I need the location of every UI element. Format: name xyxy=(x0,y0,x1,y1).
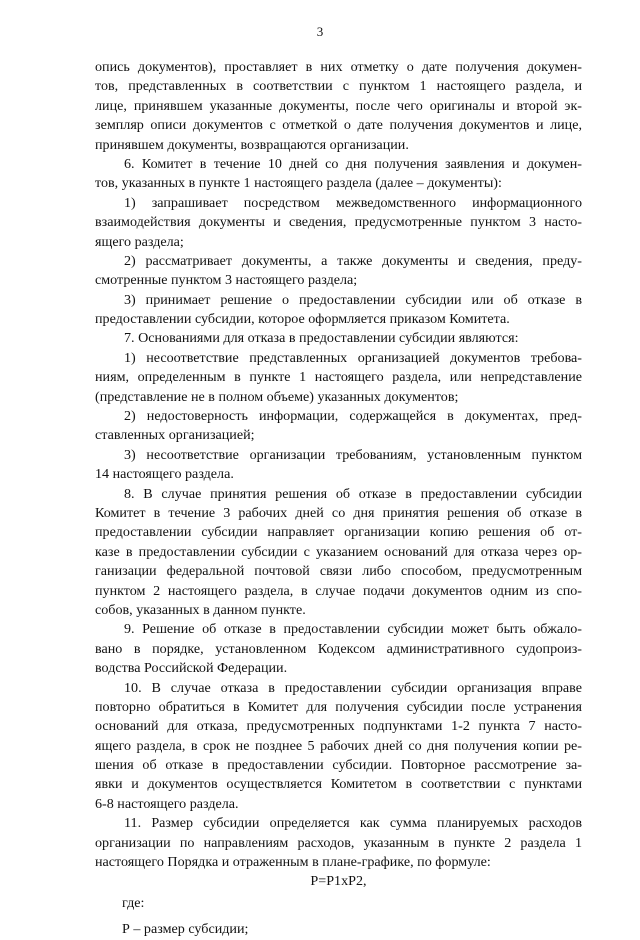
text-line: ставленных организацией; xyxy=(95,427,255,444)
item-7-1: 1) несоответствие представленных организацией документов требова- xyxy=(124,349,582,366)
text-line: 14 настоящего раздела. xyxy=(95,466,234,483)
paragraph-7-start: 7. Основаниями для отказа в предоставлении субсидии являются: xyxy=(124,330,519,347)
formula-definition: Р – размер субсидии; xyxy=(122,921,249,938)
text-line: повторно обратиться в Комитет для получения субсидии после устранения xyxy=(95,698,582,715)
item-7-3: 3) несоответствие организации требованиям, установленным пунктом xyxy=(124,446,582,463)
text-line: ниям, определенным в пункте 1 настоящего раздела, или непредставление xyxy=(95,369,582,386)
paragraph-8-start: 8. В случае принятия решения об отказе в предоставлении субсидии xyxy=(124,485,582,502)
text-line: предоставлении субсидии направляет организации копию решения об от- xyxy=(95,524,582,541)
text-line: ящего раздела; xyxy=(95,233,184,250)
text-line: оснований для отказа, предусмотренных подпунктами 1-2 пункта 7 насто- xyxy=(95,718,582,735)
page-number: 3 xyxy=(316,24,324,39)
text-line: пунктом 2 настоящего раздела, в случае подачи документов одним из спо- xyxy=(95,582,582,599)
text-line: настоящего Порядка и отраженным в плане-графике, по формуле: xyxy=(95,854,491,871)
item-7-2: 2) недостоверность информации, содержащейся в документах, пред- xyxy=(124,408,582,425)
paragraph-6-start: 6. Комитет в течение 10 дней со дня получения заявления и докумен- xyxy=(124,155,582,172)
item-6-2: 2) рассматривает документы, а также документы и сведения, преду- xyxy=(124,252,582,269)
text-line: принявшем документы, возвращаются организации. xyxy=(95,136,409,153)
text-line: ганизации федеральной почтовой связи либо способом, предусмотренным xyxy=(95,563,582,580)
text-line: (представление не в полном объеме) указанных документов; xyxy=(95,388,459,405)
text-line: Комитет в течение 3 рабочих дней со дня принятия решения об отказе в xyxy=(95,504,582,521)
text-line: тов, представленных в соответствии с пунктом 1 настоящего раздела, и xyxy=(95,78,582,95)
formula: Р=Р1хР2, xyxy=(310,873,367,890)
text-line: вано в порядке, установленном Кодексом административного судопроиз- xyxy=(95,640,582,657)
text-line: взаимодействия документы и сведения, предусмотренные пунктом 3 насто- xyxy=(95,214,582,231)
paragraph-9-start: 9. Решение об отказе в предоставлении субсидии может быть обжало- xyxy=(124,621,582,638)
text-line: опись документов), проставляет в них отметку о дате получения докумен- xyxy=(95,59,582,75)
item-6-1: 1) запрашивает посредством межведомственного информационного xyxy=(124,194,582,211)
text-line: предоставлении субсидии, которое оформляется приказом Комитета. xyxy=(95,311,510,328)
item-6-3: 3) принимает решение о предоставлении субсидии или об отказе в xyxy=(124,291,582,308)
text-line: водства Российской Федерации. xyxy=(95,660,288,677)
text-line: организации по направлениям расходов, указанным в пункте 2 раздела 1 xyxy=(95,834,582,851)
text-line: явки и документов осуществляется Комитетом в соответствии с пунктами xyxy=(95,776,582,793)
text-line: казе в предоставлении субсидии с указанием оснований для отказа через ор- xyxy=(95,543,582,560)
text-line: ящего раздела, в срок не позднее 5 рабочих дней со дня получения копии ре- xyxy=(95,737,582,754)
document-body xyxy=(95,58,582,940)
text-line: смотренные пунктом 3 настоящего раздела; xyxy=(95,272,358,289)
text-line: 6-8 настоящего раздела. xyxy=(95,795,239,812)
paragraph-10-start: 10. В случае отказа в предоставлении субсидии организация вправе xyxy=(124,679,582,696)
text-line: собов, указанных в данном пункте. xyxy=(95,601,306,618)
where-label: где: xyxy=(122,894,145,911)
text-line: тов, указанных в пункте 1 настоящего раздела (далее – документы): xyxy=(95,175,502,192)
paragraph-11-start: 11. Размер субсидии определяется как сумма планируемых расходов xyxy=(124,815,582,832)
text-line: шения об отказе в предоставлении субсидии. Повторное рассмотрение за- xyxy=(95,757,582,774)
text-line: земпляр описи документов с отметкой о дате получения документов и лице, xyxy=(95,117,582,134)
text-line: лице, принявшем указанные документы, после чего оригиналы и второй эк- xyxy=(95,97,582,114)
